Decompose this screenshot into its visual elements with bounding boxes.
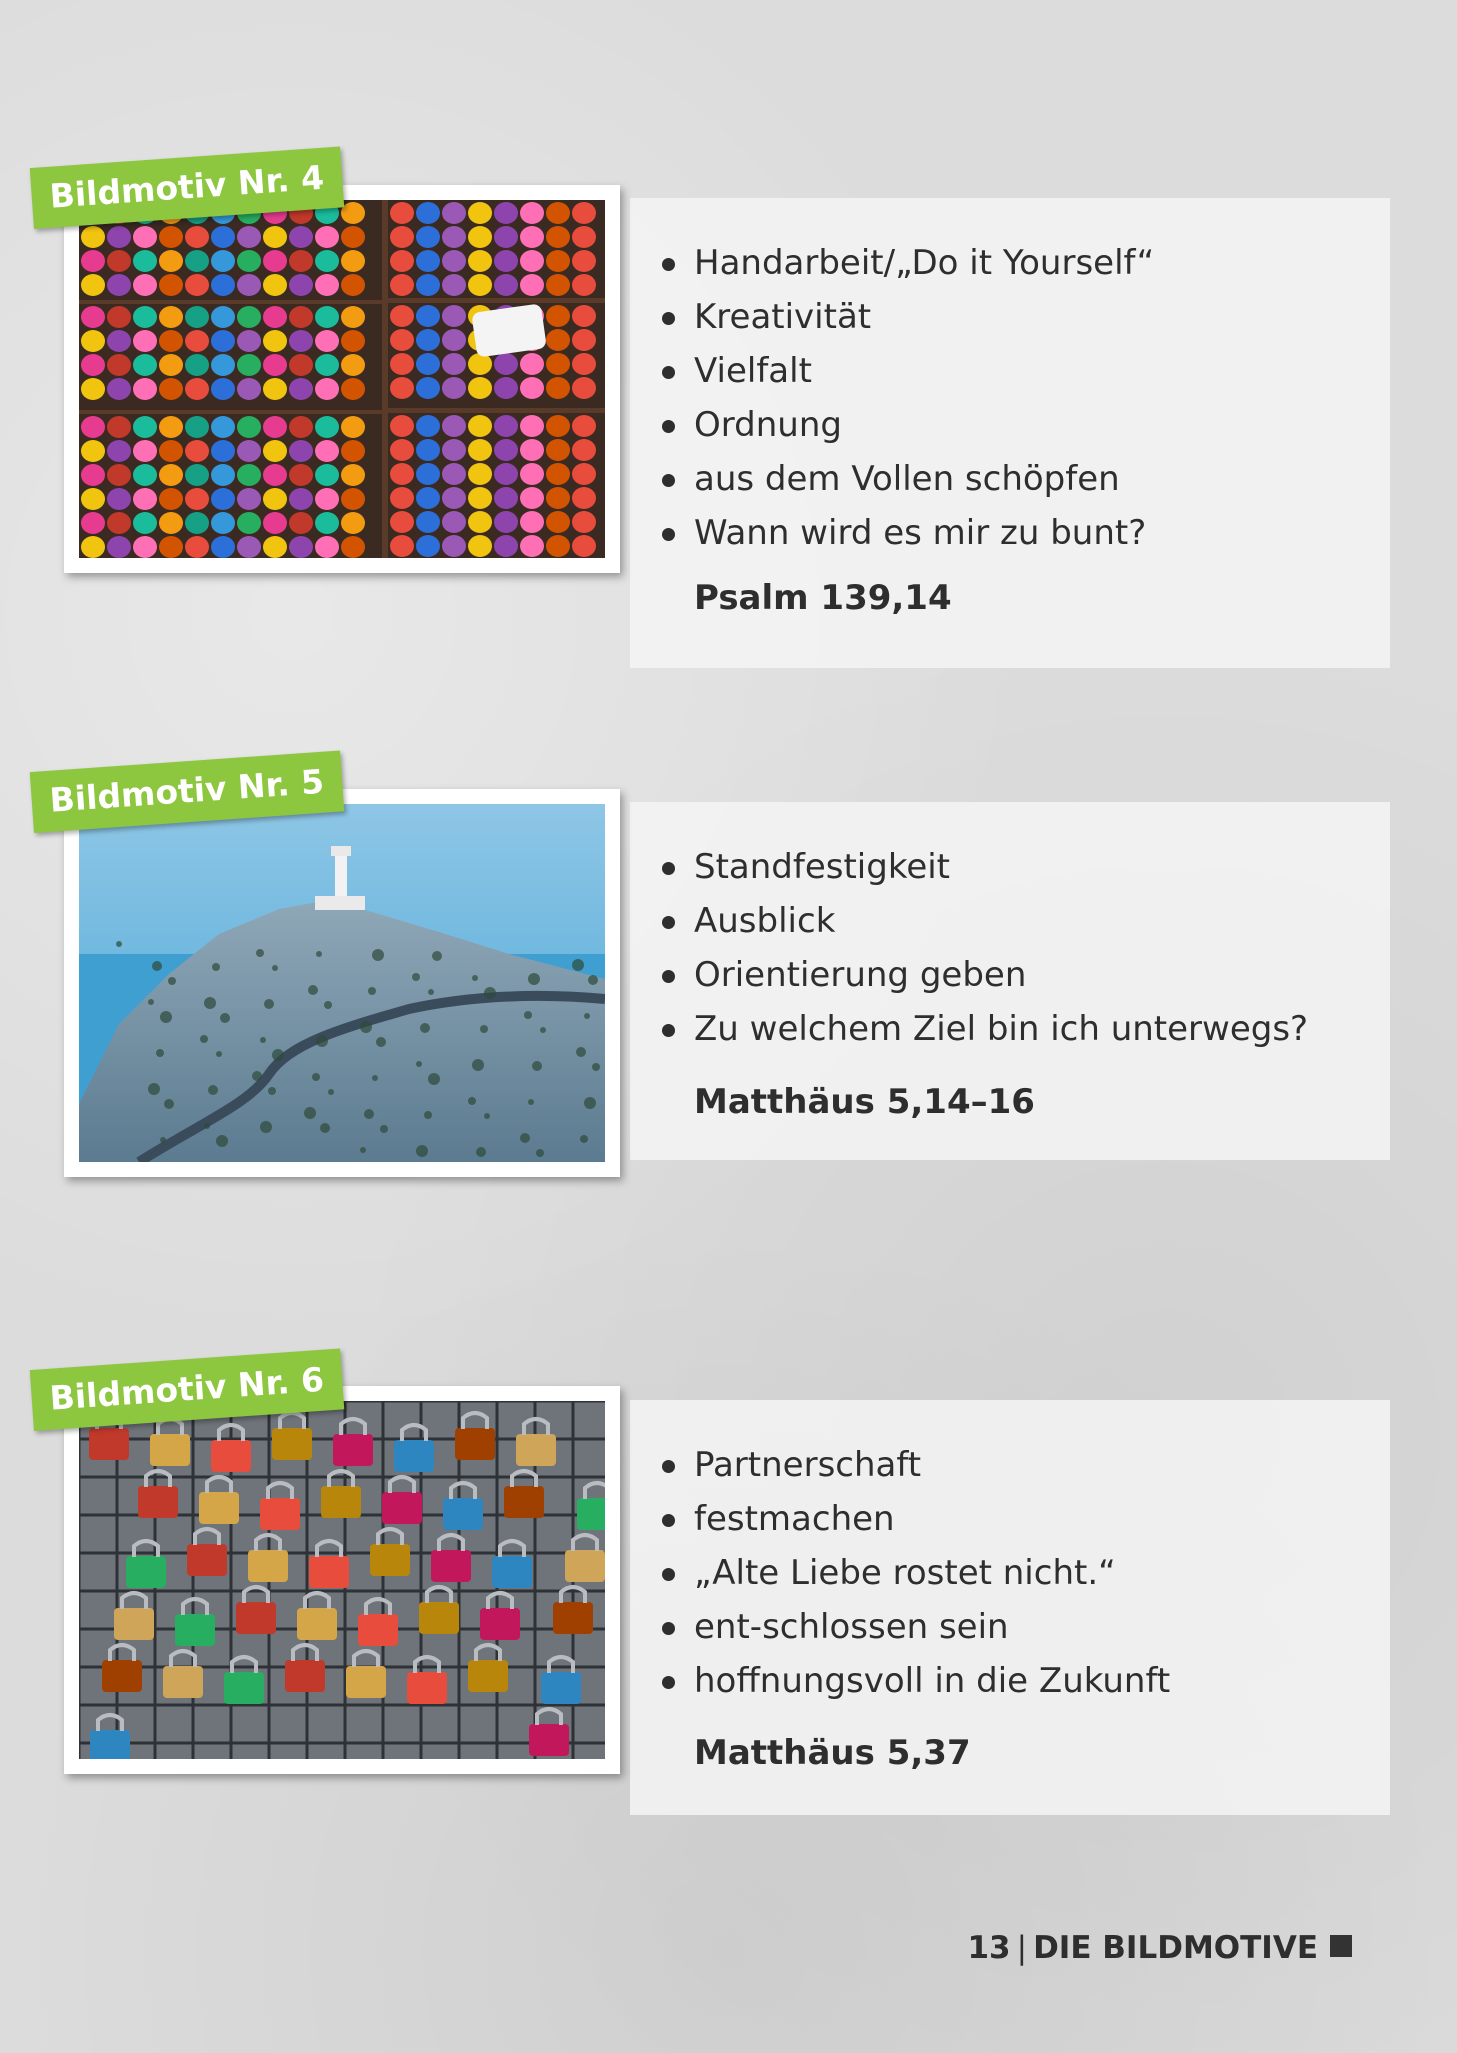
keyword-item: aus dem Vollen schöpfen <box>660 452 1154 506</box>
keyword-list <box>660 840 1308 1056</box>
keyword-item: festmachen <box>660 1492 1170 1546</box>
keyword-item: Orientierung geben <box>660 948 1308 1002</box>
keyword-item: ent-schlossen sein <box>660 1600 1170 1654</box>
keyword-list <box>660 236 1154 560</box>
keyword-item: Handarbeit/„Do it Yourself“ <box>660 236 1154 290</box>
lighthouse-cliff-image <box>79 804 605 1162</box>
page-footer <box>967 1930 1352 1966</box>
keyword-item: „Alte Liebe rostet nicht.“ <box>660 1546 1170 1600</box>
keyword-item: Standfestigkeit <box>660 840 1308 894</box>
section-title: DIE BILDMOTIVE <box>1033 1930 1318 1966</box>
bible-reference: Matthäus 5,14–16 <box>694 1082 1035 1122</box>
page-number: 13 <box>967 1930 1011 1966</box>
motif-text-panel <box>630 802 1390 1160</box>
keyword-item: Ausblick <box>660 894 1308 948</box>
keyword-item: Vielfalt <box>660 344 1154 398</box>
footer-separator: | <box>1016 1930 1028 1966</box>
love-locks-image <box>79 1401 605 1759</box>
photo-frame <box>64 1386 620 1774</box>
yarn-shelves-image <box>79 200 605 558</box>
motif-text-panel <box>630 198 1390 668</box>
bible-reference: Psalm 139,14 <box>694 578 952 618</box>
keyword-item: Partnerschaft <box>660 1438 1170 1492</box>
photo-frame <box>64 789 620 1177</box>
square-icon <box>1330 1935 1352 1957</box>
motif-label-tag: Bildmotiv Nr. 4 <box>30 146 344 229</box>
keyword-item: Wann wird es mir zu bunt? <box>660 506 1154 560</box>
keyword-item: Kreativität <box>660 290 1154 344</box>
motif-text-panel <box>630 1400 1390 1815</box>
keyword-item: Zu welchem Ziel bin ich unterwegs? <box>660 1002 1308 1056</box>
bible-reference: Matthäus 5,37 <box>694 1733 971 1773</box>
photo-frame <box>64 185 620 573</box>
keyword-list <box>660 1438 1170 1708</box>
motif-label-tag: Bildmotiv Nr. 5 <box>30 750 344 833</box>
motif-label-tag: Bildmotiv Nr. 6 <box>30 1348 344 1431</box>
keyword-item: hoffnungsvoll in die Zukunft <box>660 1654 1170 1708</box>
keyword-item: Ordnung <box>660 398 1154 452</box>
